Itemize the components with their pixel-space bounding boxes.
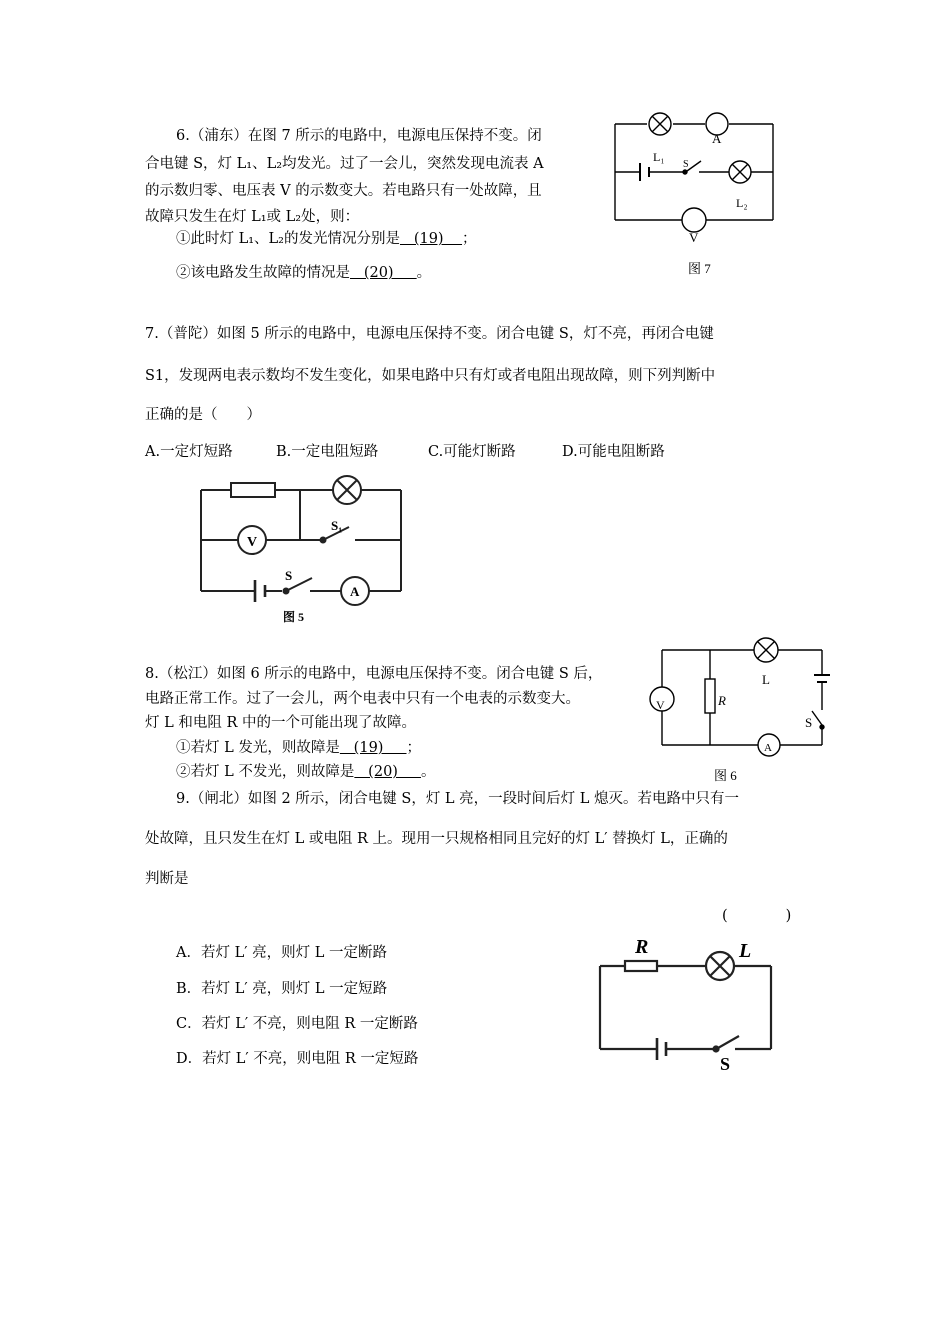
q8-answer-blank-19[interactable]: (19) xyxy=(339,740,407,756)
fig7-caption: 图 7 xyxy=(688,261,711,276)
fig5-resistor xyxy=(231,483,275,497)
q9-option-d[interactable]: D．若灯 L′ 不亮，则电阻 R 一定短路 xyxy=(176,1051,419,1067)
q7-option-a[interactable]: A.一定灯短路 xyxy=(145,444,233,460)
q8-answer-blank-20[interactable]: (20) xyxy=(354,764,421,780)
q6-sub1-prefix: ①此时灯 L₁、L₂的发光情况分别是 xyxy=(176,231,400,247)
q9-line3: 判断是 xyxy=(145,871,189,887)
q7-line3: 正确的是（ ） xyxy=(145,407,261,423)
fig5-label-s: S xyxy=(285,568,293,583)
q9-answer-paren[interactable]: ( ) xyxy=(722,908,792,924)
q6-sub1 xyxy=(176,229,477,249)
q9-line1: 9.（闸北）如图 2 所示，闭合电键 S，灯 L 亮，一段时间后灯 L 熄灭。若电路中只有一 xyxy=(176,791,740,807)
fig7-battery xyxy=(640,163,649,181)
q9-option-c[interactable]: C．若灯 L′ 不亮，则电阻 R 一定断路 xyxy=(176,1016,418,1032)
fig2-label-s: S xyxy=(720,1054,731,1074)
fig6-label-r: R xyxy=(718,693,726,708)
fig5-label-v: V xyxy=(247,535,258,550)
q7-option-d[interactable]: D.可能电阻断路 xyxy=(562,444,665,460)
fig7-voltmeter xyxy=(682,208,706,232)
fig2-resistor xyxy=(625,961,657,971)
q9-option-b[interactable]: B．若灯 L′ 亮，则灯 L 一定短路 xyxy=(176,981,388,997)
fig7-label-v: V xyxy=(689,230,699,245)
q6-line3: 的示数归零、电压表 V 的示数变大。若电路只有一处故障，且 xyxy=(145,183,542,199)
q8-sub2-suffix: 。 xyxy=(421,764,436,780)
fig6-circuit xyxy=(648,635,848,785)
q7-line1: 7.（普陀）如图 5 所示的电路中，电源电压保持不变。闭合电键 S，灯不亮，再闭合电键 xyxy=(145,326,714,342)
fig7-label-a: A xyxy=(712,131,722,146)
fig6-label-a: A xyxy=(764,742,772,754)
fig2-switch xyxy=(718,1036,739,1048)
q7-option-b[interactable]: B.一定电阻短路 xyxy=(276,444,379,460)
fig2-label-l: L xyxy=(739,940,752,962)
q6-sub2-prefix: ②该电路发生故障的情况是 xyxy=(176,265,350,281)
fig6-resistor xyxy=(705,679,715,713)
q9-option-a[interactable]: A．若灯 L′ 亮，则灯 L 一定断路 xyxy=(176,945,387,961)
q7-option-c[interactable]: C.可能灯断路 xyxy=(428,444,516,460)
q6-answer-blank-19[interactable]: (19) xyxy=(400,231,463,247)
q8-sub1 xyxy=(176,738,421,758)
q6-sub2-suffix: 。 xyxy=(416,265,432,281)
fig7-circuit xyxy=(605,105,785,285)
q8-sub1-suffix: ； xyxy=(406,740,421,756)
q7-line2: S1，发现两电表示数均不发生变化，如果电路中只有灯或者电阻出现故障，则下列判断中 xyxy=(145,368,716,384)
fig7-label-l2: L₂ xyxy=(736,196,748,210)
fig5-caption: 图 5 xyxy=(283,610,305,624)
q6-sub1-suffix: ； xyxy=(462,231,477,247)
fig6-battery xyxy=(814,675,830,682)
fig5-circuit xyxy=(195,470,420,630)
q6-line4: 故障只发生在灯 L₁或 L₂处，则： xyxy=(145,209,360,225)
fig6-caption: 图 6 xyxy=(714,768,737,783)
q6-sub2 xyxy=(176,263,431,283)
fig6-label-v: V xyxy=(656,698,665,712)
fig5-battery xyxy=(255,580,265,602)
q6-line1: 6.（浦东）在图 7 所示的电路中，电源电压保持不变。闭 xyxy=(176,128,542,144)
fig6-label-s: S xyxy=(805,715,813,730)
fig2-battery xyxy=(657,1038,666,1060)
q8-sub2-prefix: ②若灯 L 不发光，则故障是 xyxy=(176,764,355,780)
q9-line2: 处故障，且只发生在灯 L 或电阻 R 上。现用一只规格相同且完好的灯 L′ 替换灯 L，正确的 xyxy=(145,831,728,847)
fig6-switch xyxy=(812,711,822,725)
q8-sub2 xyxy=(176,762,436,782)
fig5-label-a: A xyxy=(350,584,360,599)
fig2-label-r: R xyxy=(635,936,649,958)
fig7-switch xyxy=(687,161,701,171)
fig7-label-s: S xyxy=(683,159,689,170)
q8-line3: 灯 L 和电阻 R 中的一个可能出现了故障。 xyxy=(145,715,416,731)
fig6-label-l: L xyxy=(762,672,770,687)
fig2-circuit xyxy=(595,932,785,1082)
q8-line2: 电路正常工作。过了一会儿，两个电表中只有一个电表的示数变大。 xyxy=(145,691,580,707)
q8-sub1-prefix: ①若灯 L 发光，则故障是 xyxy=(176,740,340,756)
fig5-label-s1: S₁ xyxy=(331,518,343,533)
q6-answer-blank-20[interactable]: (20) xyxy=(350,265,417,281)
q8-line1: 8.（松江）如图 6 所示的电路中，电源电压保持不变。闭合电键 S 后， xyxy=(145,666,603,682)
fig7-label-l1: L₁ xyxy=(653,150,665,164)
q6-line2: 合电键 S，灯 L₁、L₂均发光。过了一会儿，突然发现电流表 A xyxy=(145,156,544,172)
